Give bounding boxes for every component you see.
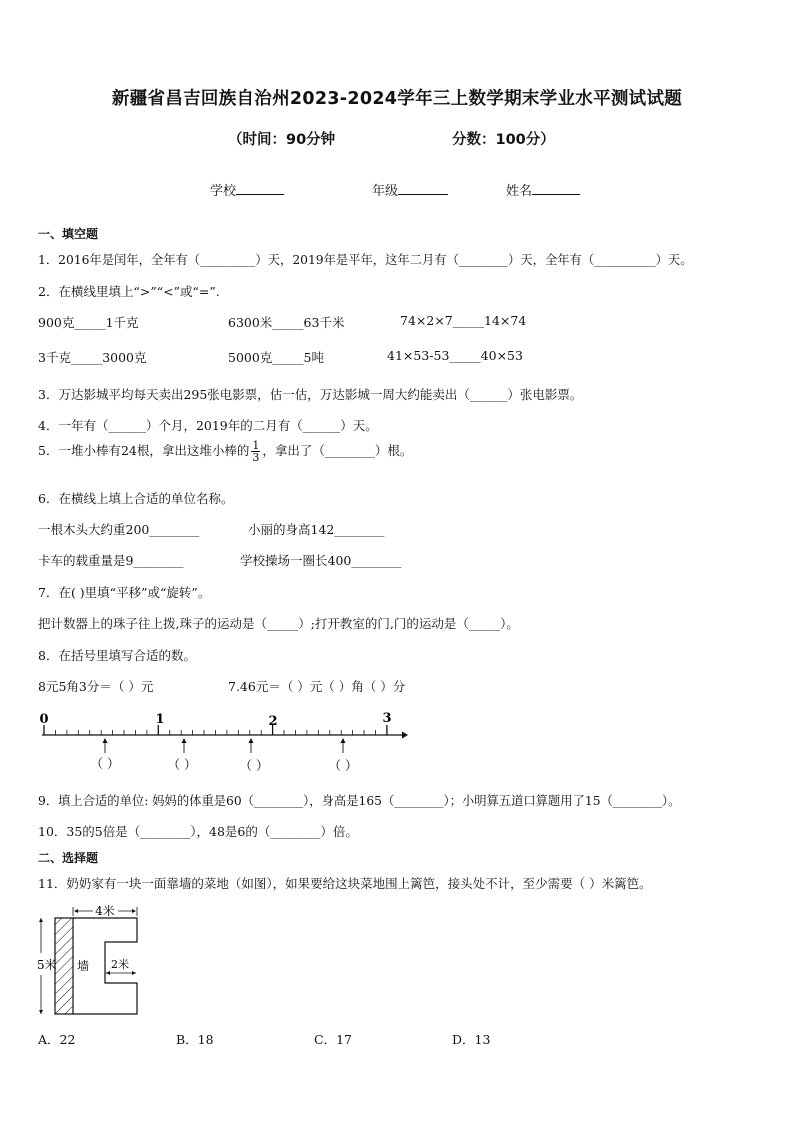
- number-line-figure: [30, 705, 420, 777]
- question-9: 9．填上合适的单位: 妈妈的体重是60（________），身高是165（________）；小明算五道口算题用了15（________）。: [38, 794, 681, 808]
- pointer-arrowhead: [249, 738, 254, 743]
- ruler-label: 2: [268, 714, 278, 729]
- q6-item: 学校操场一圈长400________: [240, 553, 402, 568]
- section-multiple-choice: 二、选择题: [38, 851, 99, 865]
- name-blank: [532, 182, 580, 195]
- question-7: 7．在( )里填“平移”或“旋转”。: [38, 585, 211, 600]
- q2-item: 6300米_____63千米: [228, 315, 345, 330]
- q7-statement: 把计数器上的珠子往上拨,珠子的运动是（_____）;打开教室的门,门的运动是（_____）。: [38, 616, 519, 631]
- label-top-length: 4米: [95, 904, 115, 918]
- ruler-label: 0: [39, 712, 49, 727]
- exam-time: （时间：90分钟: [228, 132, 336, 148]
- question-2: 2．在横线里填上“>”“<”或“=”.: [38, 284, 220, 299]
- fraction-numerator: 1: [252, 439, 260, 452]
- school-field: [210, 180, 284, 199]
- q2-item: 5000克_____5吨: [228, 350, 325, 365]
- wall-hatch: [55, 918, 73, 1014]
- label-wall: 墙: [77, 959, 90, 973]
- grade-field: [372, 180, 448, 199]
- grade-blank: [398, 182, 448, 195]
- question-8: 8．在括号里填写合适的数。: [38, 648, 196, 663]
- q2-item: 900克_____1千克: [38, 315, 139, 330]
- garden-figure: [30, 900, 150, 1025]
- question-10: 10．35的5倍是（________），48是6的（________）倍。: [38, 824, 358, 839]
- exam-score: 分数：100分）: [452, 132, 555, 148]
- pointer-arrowhead: [341, 738, 346, 743]
- ruler-ticks: [44, 725, 387, 735]
- section-fill-blank: 一、填空题: [38, 227, 99, 241]
- q6-item: 卡车的载重量是9________: [38, 553, 184, 568]
- number-line-arrowhead: [402, 732, 408, 739]
- fraction-one-third: [251, 440, 260, 463]
- ruler-pointers: [103, 738, 346, 753]
- ruler-answer-paren: （ ）: [239, 758, 269, 773]
- school-blank: [236, 182, 284, 195]
- q5-text-a: 5．一堆小棒有24根，拿出这堆小棒的: [38, 443, 250, 458]
- grade-label: 年级: [372, 184, 399, 199]
- q2-item: 3千克_____3000克: [38, 350, 147, 365]
- page-title: 新疆省昌吉回族自治州2023-2024学年三上数学期末学业水平测试试题: [111, 89, 683, 109]
- ruler-answer-paren: （ ）: [90, 756, 120, 771]
- q8-part-a: 8元5角3分＝（ ）元: [38, 679, 154, 694]
- q2-item: 74×2×7_____14×74: [400, 313, 527, 328]
- option-c: C．17: [314, 1032, 352, 1047]
- question-6: 6．在横线上填上合适的单位名称。: [38, 491, 234, 506]
- option-a: A．22: [38, 1032, 76, 1047]
- pointer-arrowhead: [103, 738, 108, 743]
- q2-item: 41×53-53_____40×53: [387, 348, 523, 363]
- question-4: 4．一年有（______）个月，2019年的二月有（______）天。: [38, 418, 378, 433]
- option-d: D．13: [452, 1032, 491, 1047]
- school-label: 学校: [210, 184, 237, 199]
- question-5: [38, 440, 412, 463]
- name-field: [506, 180, 580, 199]
- question-11: 11．奶奶家有一块一面靠墙的菜地（如图），如果要给这块菜地围上篱笆，接头处不计，至少需要（ ）米篱笆。: [38, 876, 652, 891]
- q8-part-b: 7.46元＝（ ）元（ ）角（ ）分: [228, 679, 406, 694]
- q6-item: 一根木头大约重200________: [38, 522, 200, 537]
- label-inner-length: 2米: [111, 958, 129, 971]
- name-label: 姓名: [506, 184, 533, 199]
- ruler-answer-paren: （ ）: [328, 758, 358, 773]
- fraction-denominator: 3: [252, 451, 260, 464]
- ruler-label: 3: [382, 711, 392, 726]
- label-left-length: 5米: [37, 958, 57, 972]
- option-b: B．18: [176, 1032, 214, 1047]
- ruler-label: 1: [155, 712, 165, 727]
- ruler-answer-paren: （ ）: [167, 757, 197, 772]
- question-3: 3．万达影城平均每天卖出295张电影票，估一估，万达影城一周大约能卖出（______）张电影票。: [38, 387, 583, 402]
- question-1: 1．2016年是闰年，全年有（_________）天，2019年是平年，这年二月有（________）天，全年有（__________）天。: [38, 253, 693, 267]
- q6-item: 小丽的身高142________: [248, 522, 385, 537]
- q5-text-b: ，拿出了（________）根。: [262, 443, 413, 458]
- pointer-arrowhead: [182, 738, 187, 743]
